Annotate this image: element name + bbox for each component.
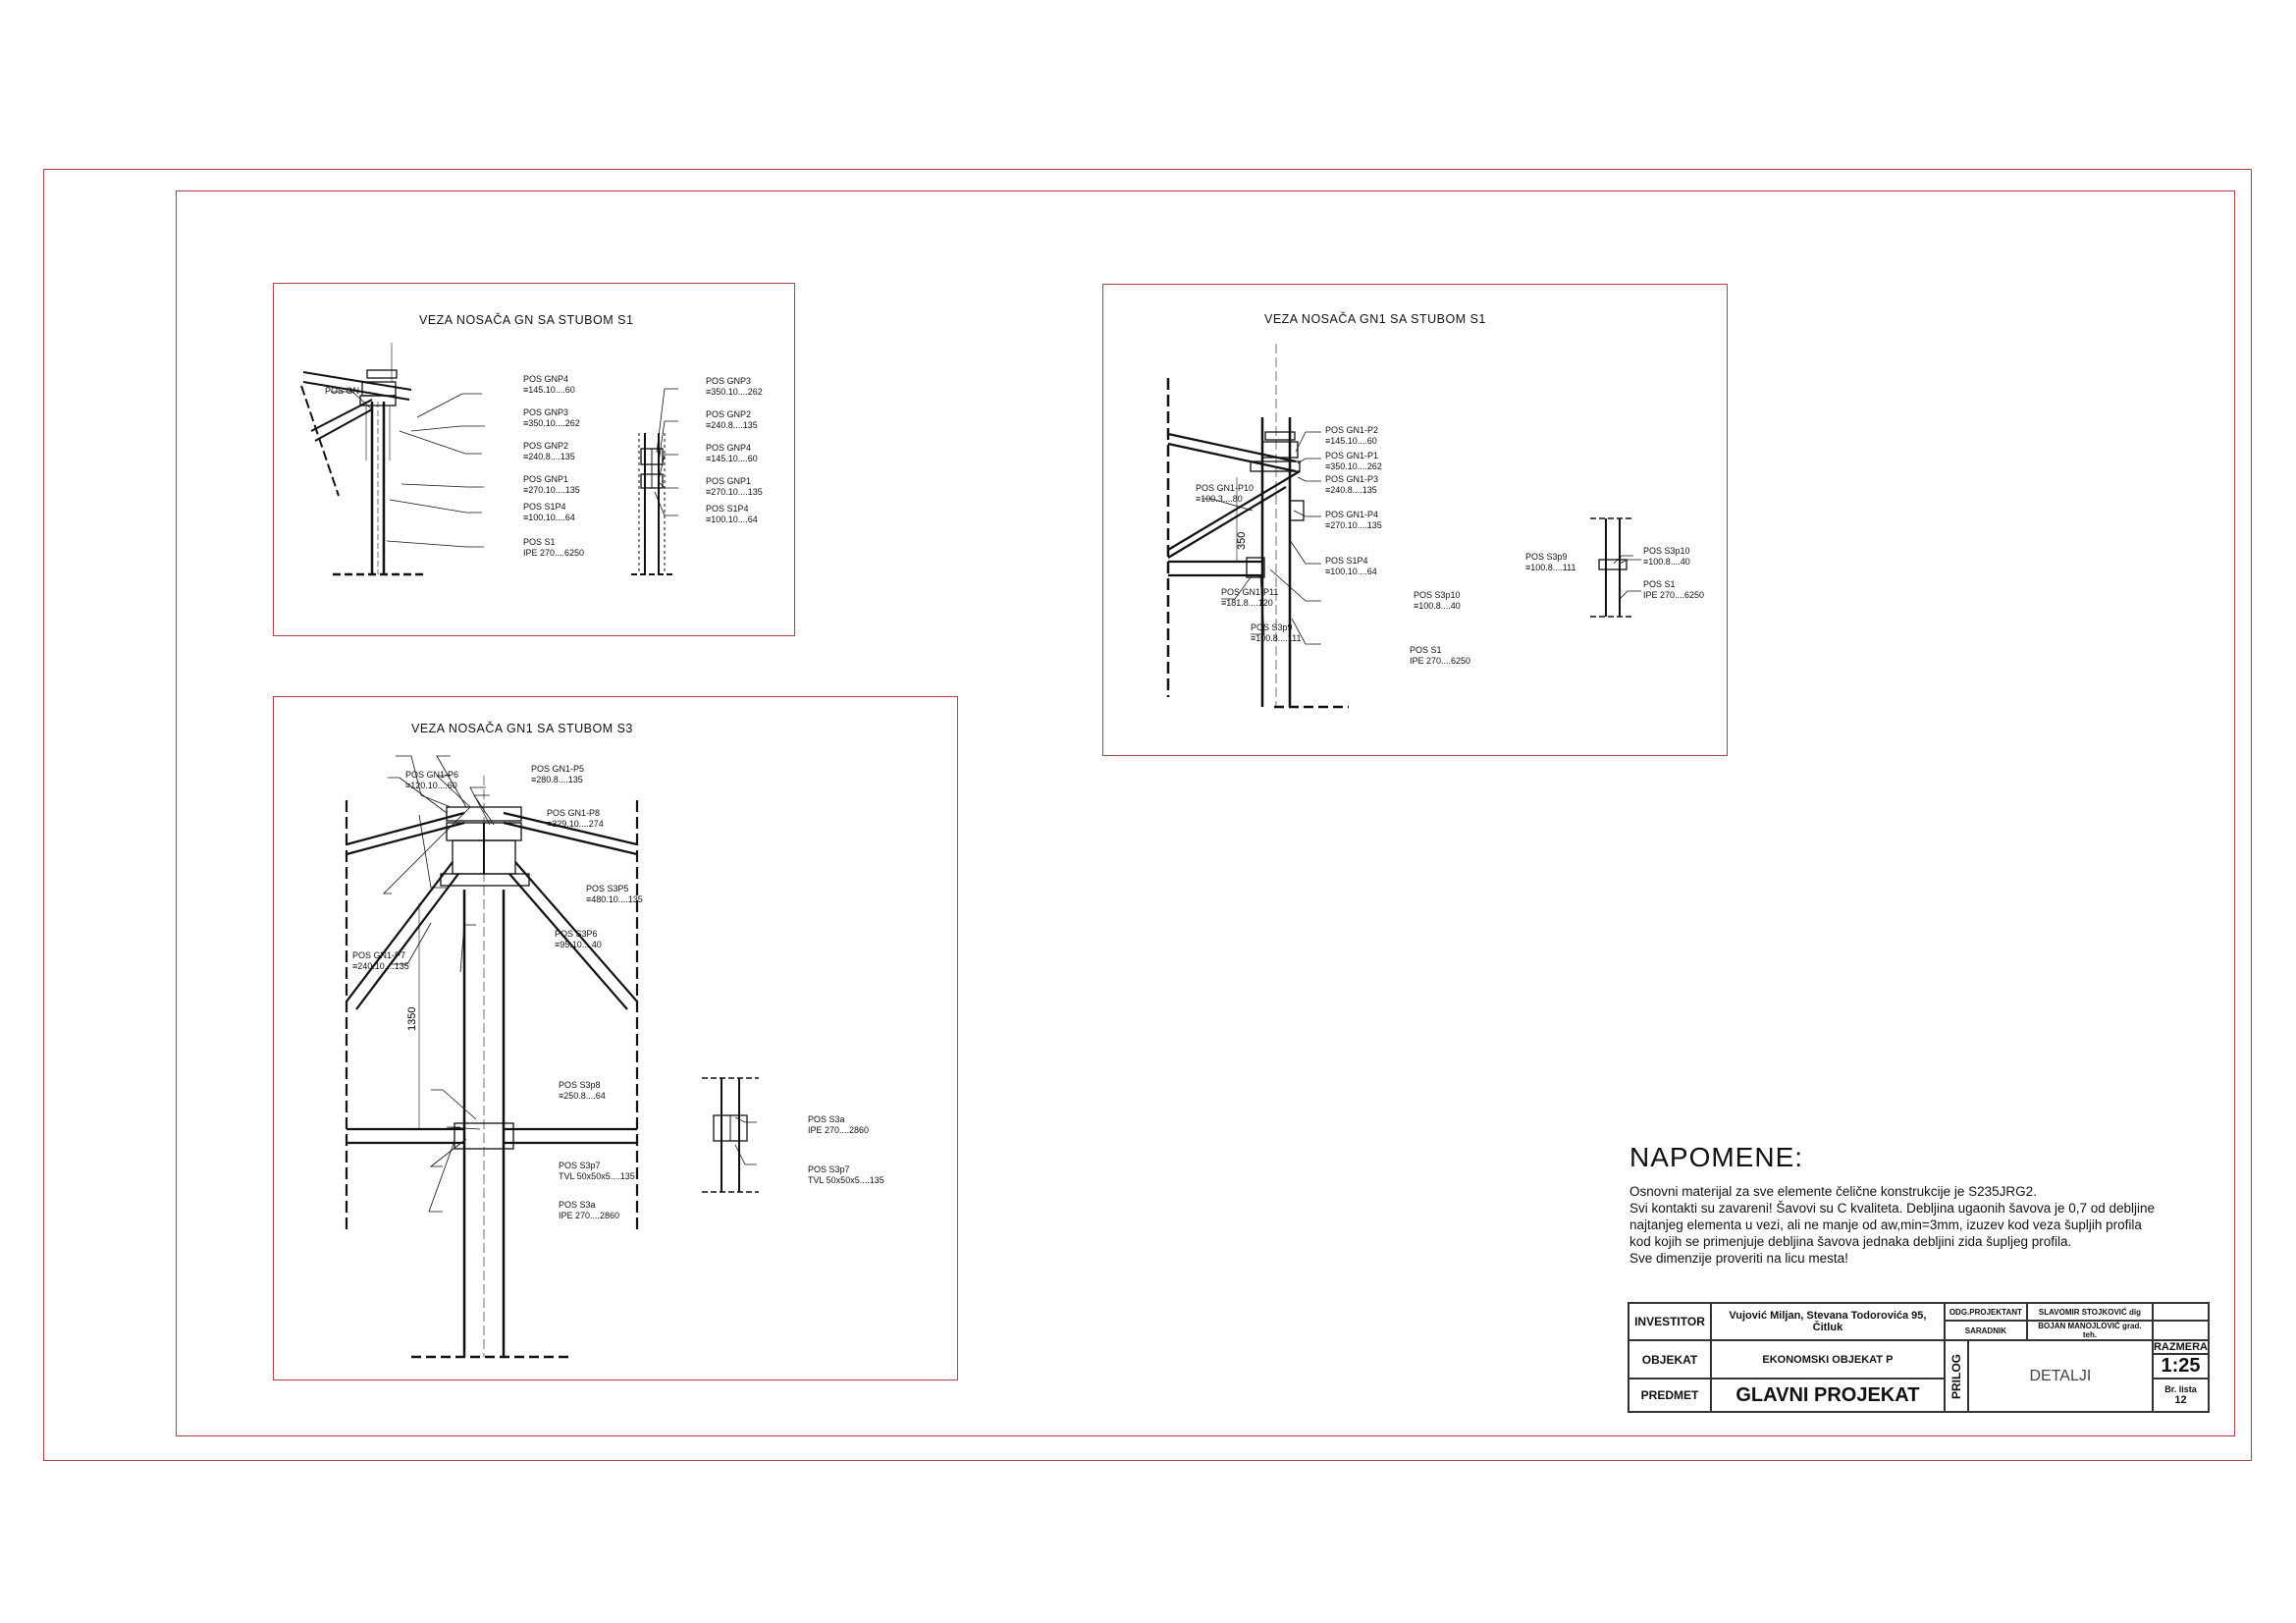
detail-panel-gn1-s3 [273,696,958,1380]
part-label: POS GN1-P4 ≡270.10....135 [1325,510,1382,530]
notes-line: Sve dimenzije proveriti na licu mesta! [1629,1251,1848,1266]
part-label: POS S1 IPE 270....6250 [1643,579,1705,600]
notes-block [1629,1142,2218,1267]
part-label: POS GNP4 ≡145.10....60 [523,374,575,395]
part-label: POS S1P4 ≡100.10....64 [706,504,758,524]
part-label: POS GN1-P3 ≡240.8....135 [1325,474,1379,495]
objekat-label: OBJEKAT [1629,1340,1711,1379]
investitor-value: Vujović Miljan, Stevana Todorovića 95, Čitluk [1711,1303,1945,1340]
part-label: POS S3p9 ≡100.8....111 [1251,622,1302,643]
notes-line: Svi kontakti su zavareni! Šavovi su C kvaliteta. Debljina ugaonih šavova je 0,7 od debljine [1629,1201,2156,1216]
empty-cell [2153,1321,2209,1340]
part-label: POS S3p10 ≡100.8....40 [1643,546,1690,567]
part-label: POS GN1-P7 ≡240.10....135 [352,950,409,971]
detail-panel-gn1-s1 [1102,284,1728,756]
detail-title: VEZA NOSAČA GN1 SA STUBOM S1 [1264,312,1486,326]
part-label: POS S3a IPE 270....2860 [808,1114,870,1135]
prilog-label: PRILOG [1945,1340,1968,1412]
title-block [1628,1302,2210,1413]
part-label: POS GN1-P2 ≡145.10....60 [1325,425,1379,446]
part-label: POS GN1-P1 ≡350.10....262 [1325,451,1382,471]
part-label: POS GN1-P6 ≡120.10....60 [405,770,459,790]
saradnik-label: SARADNIK [1945,1321,2027,1340]
part-label: POS GNP2 ≡240.8....135 [706,409,758,430]
part-label: POS GN1-P10 ≡100.3....80 [1196,483,1255,504]
detail-title: VEZA NOSAČA GN SA STUBOM S1 [419,313,634,327]
part-label: POS S3a IPE 270....2860 [559,1200,620,1220]
part-label: POS S3p7 TVL 50x50x5....135 [559,1161,635,1181]
prilog-value: DETALJI [1968,1340,2153,1412]
part-label: POS GNP3 ≡350.10....262 [523,407,580,428]
notes-line: kod kojih se primenjuje debljina šavova jednaka debljini zida šupljeg profila. [1629,1234,2072,1249]
part-label: POS S3P6 ≡95.10....40 [555,929,602,949]
notes-heading: NAPOMENE: [1629,1142,1804,1172]
odg-label: ODG.PROJEKTANT [1945,1303,2027,1321]
notes-line: Osnovni materijal za sve elemente čelične konstrukcije je S235JRG2. [1629,1184,2037,1199]
part-label: POS S3P5 ≡480.10....135 [586,884,643,904]
detail-drawing [1103,285,1727,755]
part-label: POS S3p7 TVL 50x50x5....135 [808,1164,884,1185]
razmera-value: 1:25 [2161,1355,2201,1377]
dimension-text: 1350 [406,1006,418,1031]
razmera-label: RAZMERA [2153,1341,2208,1353]
part-label: POS GNP1 ≡270.10....135 [523,474,580,495]
detail-title: VEZA NOSAČA GN1 SA STUBOM S3 [411,722,633,735]
predmet-value: GLAVNI PROJEKAT [1711,1379,1945,1412]
part-label: POS GNP4 ≡145.10....60 [706,443,758,463]
dimension-text: 350 [1236,531,1248,550]
list-label: Br. lista [2164,1384,2197,1394]
saradnik-value: BOJAN MANOJLOVIĆ grad. teh. [2027,1321,2153,1340]
odg-value: SLAVOMIR STOJKOVIĆ dig [2027,1303,2153,1321]
part-label: POS GN1-P5 ≡280.8....135 [531,764,585,784]
list-cell [2153,1379,2209,1412]
part-label: POS S1P4 ≡100.10....64 [1325,556,1377,576]
notes-line: najtanjeg elementa u vezi, ali ne manje od aw,min=3mm, izuzev kod veza šupljih profila [1629,1217,2142,1232]
objekat-value: EKONOMSKI OBJEKAT P [1711,1340,1945,1379]
part-label: POS S1 IPE 270....6250 [1410,645,1471,666]
empty-cell [2153,1303,2209,1321]
list-value: 12 [2174,1394,2187,1406]
part-label: POS S3p8 ≡250.8....64 [559,1080,606,1101]
part-label: POS S1P4 ≡100.10....64 [523,502,575,522]
investitor-label: INVESTITOR [1629,1303,1711,1340]
part-label: POS S1 IPE 270....6250 [523,537,585,558]
predmet-label: PREDMET [1629,1379,1711,1412]
part-label: POS GNP1 ≡270.10....135 [706,476,763,497]
part-label: POS GNP3 ≡350.10....262 [706,376,763,397]
razmera-cell [2153,1340,2209,1379]
part-label: POS S3p9 ≡100.8....111 [1525,552,1576,572]
detail-panel-gn-s1 [273,283,795,636]
detail-drawing [274,697,957,1380]
part-label: POS GN1-P8 ≡329.10....274 [547,808,604,829]
part-label: POS GNP2 ≡240.8....135 [523,441,575,461]
part-label: POS S3p10 ≡100.8....40 [1414,590,1461,611]
label-pos-gn: POS GN [325,386,360,396]
part-label: POS GN1-P11 ≡181.8....120 [1221,587,1279,608]
